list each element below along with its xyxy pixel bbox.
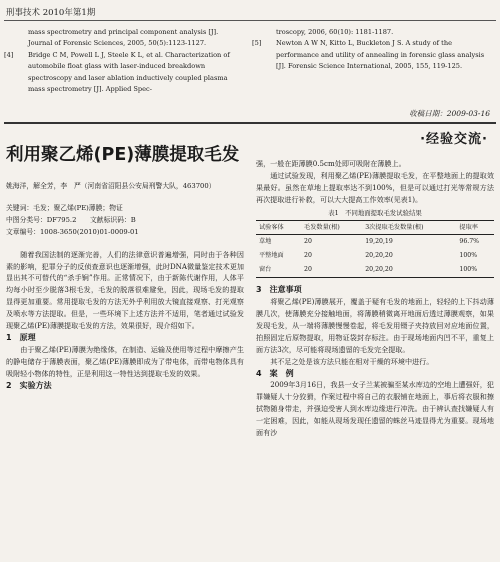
section-4-text: 2009年3月16日，我县一女子兰某被骗至某水库边的空地上遭强奸，犯罪嫌疑人十分狡猾，作案过程中将自己的衣服铺在地面上，事后将衣服和擦拭物随身带走，并强迫受害人到水库边缘进行冲洗。由于辨认查找嫌疑人有一定困难，因此，如能从现场发现任遗留的蛛丝马迹显得尤为重要。现场地面有沙 bbox=[256, 380, 494, 438]
reference-item: troscopy, 2006, 60(10): 1181-1187. bbox=[276, 28, 394, 36]
references-left bbox=[4, 27, 244, 95]
section-3-heading: 3 注意事项 bbox=[256, 285, 302, 295]
section-1-text: 由于聚乙烯(PE)薄膜为绝缘体，在制造、运输及使用等过程中摩擦产生的静电储存于薄膜表面，聚乙烯(PE)薄膜即成为了带电体，而带电物体具有吸附轻小物体的特性，正是利用这一特性达到提取毛发的效果。 bbox=[6, 344, 244, 378]
table-header: 提取率 bbox=[459, 223, 478, 231]
table-row: 窗台 20 20,20,20 100% bbox=[256, 263, 494, 277]
section-3-note: 其不足之处是该方法只能在相对干燥的环境中进行。 bbox=[270, 356, 434, 366]
table-caption: 表1 不同地面提取毛发试验结果 bbox=[328, 208, 422, 217]
results-table bbox=[256, 220, 494, 279]
table-header: 毛发数量(根) bbox=[304, 223, 340, 231]
section-2-heading: 2 实验方法 bbox=[6, 380, 52, 390]
section-1-heading: 1 原理 bbox=[6, 332, 36, 342]
running-head: 刑事技术 2010年第1期 bbox=[6, 8, 96, 18]
continued-text: 强，一般在距薄膜0.5cm处即可吸附在薄膜上。 bbox=[256, 159, 406, 168]
section-4-heading: 4 案 例 bbox=[256, 368, 294, 378]
document-code: 文献标识码：B bbox=[90, 215, 136, 224]
clc-number: 中图分类号：DF795.2 bbox=[6, 215, 77, 224]
table-header-row bbox=[256, 220, 494, 235]
keywords: 关键词：毛发；聚乙烯(PE)薄膜；物证 bbox=[6, 203, 123, 212]
received-date: 收稿日期：2009-03-16 bbox=[409, 109, 490, 118]
table-row: 平整地面 20 20,20,20 100% bbox=[259, 252, 478, 260]
authors: 姚海洋，解全芳，李 严（河南省沼阳县公安局刑警大队，463700） bbox=[6, 182, 216, 190]
section-3-text: 将聚乙烯(PE)薄膜展开，覆盖于疑有毛发的地面上，轻轻的上下抖动薄膜几次，使薄膜充分接触地面，将薄膜稍微离开地面后透过薄膜观察，如果发现毛发，从一端将薄膜慢慢卷起，将毛发用镊子夹持放回对应地面位置，拍照固定后原物提取，用物证袋封存标注。由于现场地面内凹不平，重复上面方法3次，尽可能将现场遗留的毛发完全提取。 bbox=[256, 297, 494, 354]
column-tag: ·经验交流· bbox=[420, 132, 488, 147]
article-title: 利用聚乙烯(PE)薄膜提取毛发 bbox=[6, 145, 240, 165]
results-paragraph: 通过试验发现，利用聚乙烯(PE)薄膜提取毛发，在平整地面上的提取效果最好。虽然在草地上提取率达不到100%，但是可以通过打光等常规方法再次提取进行补救，可以大大提高工作效率(见表1)。 bbox=[256, 170, 494, 204]
article-left-column bbox=[6, 140, 244, 392]
reference-item: [4] Bridge C M, Powell L J, Steele K L, et al. Characterization of automobile float glass with laser-induced breakdown spectroscopy and laser ablation inductively coupled plasma mass spectrometry [J]. Applied Spec- bbox=[4, 50, 230, 94]
table-header: 试验客体 bbox=[259, 223, 284, 231]
reference-item: [5] Newton A W N, Kitto L, Buckleton J S. A study of the performance and utility of annealing in forensic glass analysis [J]. Forensic Science International, 2005, 155, 119-125. bbox=[252, 39, 485, 71]
article-number: 文章编号：1008-3650(2010)01-0009-01 bbox=[6, 227, 139, 236]
intro-paragraph: 随着我国法制的逐渐完善，人们的法律意识普遍增强，同时由于各种因素的影响，犯罪分子的反侦查意识也逐渐增强，此时DNA微量鉴定技术更加显出其不可替代的“杀手锏”作用。正常情况下，由于新陈代谢作用，人体平均每小时至少脱落3根毛发，毛发的脱落很难避免，因此，现场毛发的提取显得更加重要。常用提取毛发的方法无外乎利用放大镜直接观察、打光观察及喷水等方法提取。但是，一些环境下上述方法并不适用，笔者通过试验发现聚乙烯(PE)薄膜提取毛发的方法，效果很好，现介绍如下。 bbox=[6, 249, 244, 331]
header-rule bbox=[4, 20, 496, 21]
references-right bbox=[252, 27, 492, 73]
section-rule bbox=[4, 122, 496, 124]
table-row: 草地 20 19,20,19 96.7% bbox=[259, 238, 480, 246]
table-header: 3次提取毛发数量(根) bbox=[365, 223, 424, 231]
reference-item: mass spectrometry and principal component analysis [J]. Journal of Forensic Sciences, 2005, 50(5):1123-1127. bbox=[28, 28, 219, 48]
article-right-column bbox=[256, 158, 494, 439]
